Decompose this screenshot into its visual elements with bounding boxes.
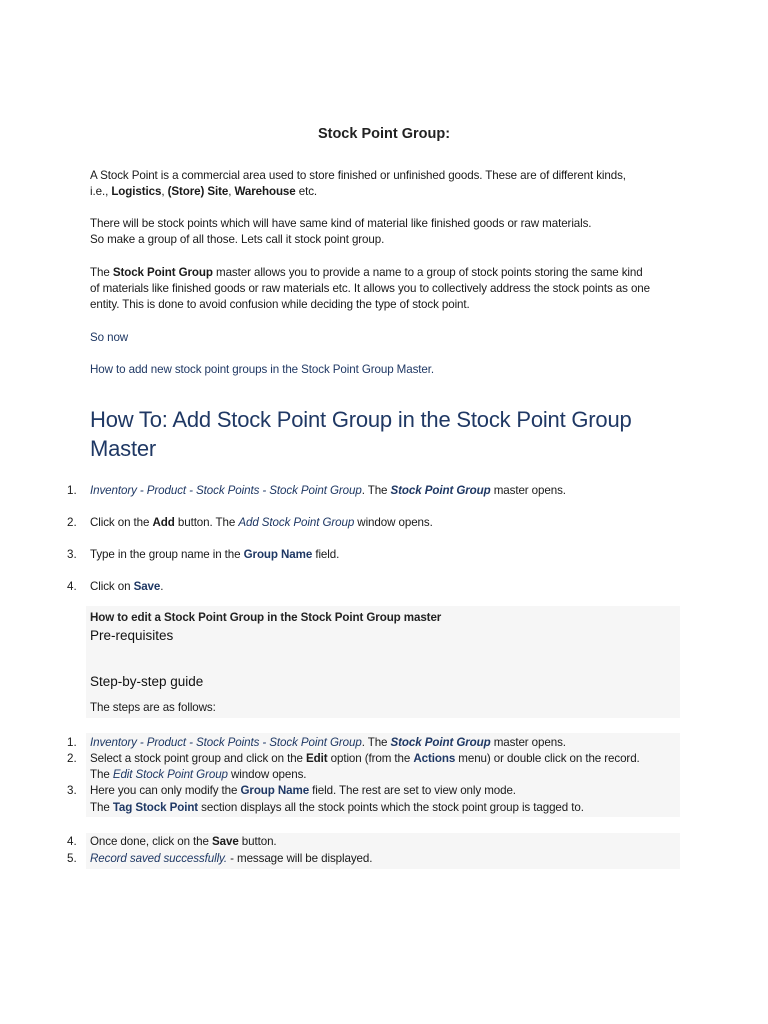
- step-number: 4.: [67, 835, 77, 848]
- term-stock-point-group: Stock Point Group: [390, 736, 491, 749]
- step-by-step-heading: Step-by-step guide: [90, 674, 204, 689]
- text-span: window opens.: [227, 768, 307, 781]
- window-name: Add Stock Point Group: [238, 516, 355, 529]
- text-span: The: [90, 801, 113, 814]
- text-span: The: [90, 266, 113, 279]
- text-span: button.: [238, 835, 277, 848]
- window-name: Edit Stock Point Group: [112, 768, 228, 781]
- text-span: button. The: [174, 516, 239, 529]
- intro-paragraph-line: So make a group of all those. Lets call it stock point group.: [90, 233, 385, 246]
- term-stock-point-group: Stock Point Group: [112, 266, 213, 279]
- text-span: Click on: [90, 580, 134, 593]
- add-step-4: [90, 579, 163, 596]
- step-number: 3.: [67, 784, 77, 797]
- intro-paragraph-line: of materials like finished goods or raw materials etc. It allows you to collectively address the stock points as one: [90, 282, 650, 295]
- term-warehouse: Warehouse: [234, 185, 296, 198]
- step-number: 1.: [67, 736, 77, 749]
- steps-intro: The steps are as follows:: [90, 701, 216, 714]
- term-actions: Actions: [413, 752, 456, 765]
- prerequisites-heading: Pre-requisites: [90, 628, 174, 643]
- success-message: Record saved successfully.: [90, 852, 228, 865]
- term-save: Save: [211, 835, 239, 848]
- term-edit: Edit: [306, 752, 328, 765]
- step-number: 5.: [67, 852, 77, 865]
- term-logistics: Logistics: [111, 185, 162, 198]
- edit-step-4: [90, 834, 277, 851]
- intro-paragraph-line: [90, 184, 317, 201]
- text-span: field. The rest are set to view only mode.: [309, 784, 516, 797]
- text-span: . The: [361, 484, 391, 497]
- text-span: Select a stock point group and click on the: [90, 752, 307, 765]
- term-save: Save: [133, 580, 161, 593]
- term-tag-stock-point: Tag Stock Point: [112, 801, 199, 814]
- menu-path: Inventory - Product - Stock Points - Stock Point Group: [90, 736, 362, 749]
- text-span: master opens.: [490, 484, 566, 497]
- text-span: - message will be displayed.: [227, 852, 373, 865]
- edit-section-title: How to edit a Stock Point Group in the Stock Point Group master: [90, 611, 442, 624]
- text-span: . The: [361, 736, 391, 749]
- text-span: field.: [312, 548, 340, 561]
- intro-paragraph-line: A Stock Point is a commercial area used to store finished or unfinished goods. These are of different kinds,: [90, 169, 626, 182]
- term-add: Add: [152, 516, 175, 529]
- menu-path: Inventory - Product - Stock Points - Stock Point Group: [90, 484, 362, 497]
- add-step-1: [90, 483, 566, 500]
- text-span: master allows you to provide a name to a group of stock points storing the same kind: [212, 266, 643, 279]
- step-number: 3.: [67, 548, 77, 561]
- text-span: ,: [228, 185, 235, 198]
- step-number: 2.: [67, 752, 77, 765]
- edit-step-2-cont: [90, 767, 306, 784]
- text-span: section displays all the stock points which the stock point group is tagged to.: [198, 801, 584, 814]
- edit-step-3: [90, 783, 516, 800]
- text-span: Here you can only modify the: [90, 784, 241, 797]
- howto-heading-line: Master: [90, 436, 157, 461]
- text-span: Type in the group name in the: [90, 548, 244, 561]
- text-span: option (from the: [327, 752, 414, 765]
- step-number: 1.: [67, 484, 77, 497]
- text-span: etc.: [295, 185, 318, 198]
- intro-paragraph-line: entity. This is done to avoid confusion while deciding the type of stock point.: [90, 298, 470, 311]
- add-step-2: [90, 515, 433, 532]
- text-span: .: [160, 580, 164, 593]
- term-store-site: (Store) Site: [167, 185, 229, 198]
- howto-heading: [90, 405, 632, 463]
- text-span: master opens.: [490, 736, 566, 749]
- term-stock-point-group: Stock Point Group: [390, 484, 491, 497]
- text-span: window opens.: [354, 516, 433, 529]
- text-span: ,: [161, 185, 168, 198]
- text-span: The: [90, 768, 113, 781]
- add-step-3: [90, 547, 339, 564]
- step-number: 4.: [67, 580, 77, 593]
- edit-step-1: [90, 735, 566, 752]
- edit-step-5: [90, 851, 372, 868]
- howto-heading-line: How To: Add Stock Point Group in the Stock Point Group: [90, 407, 632, 432]
- text-span: i.e.,: [90, 185, 112, 198]
- edit-step-3-cont: [90, 800, 584, 817]
- page-title: Stock Point Group:: [317, 126, 451, 142]
- term-group-name: Group Name: [240, 784, 310, 797]
- term-group-name: Group Name: [243, 548, 313, 561]
- step-number: 2.: [67, 516, 77, 529]
- text-span: Once done, click on the: [90, 835, 212, 848]
- how-to-add-link[interactable]: How to add new stock point groups in the Stock Point Group Master.: [90, 363, 434, 376]
- intro-paragraph-line: There will be stock points which will have same kind of material like finished goods or raw materials.: [90, 217, 592, 230]
- intro-paragraph-line: [90, 265, 643, 282]
- so-now-text: So now: [90, 331, 129, 344]
- text-span: Click on the: [90, 516, 153, 529]
- edit-step-2: [90, 751, 640, 768]
- text-span: menu) or double click on the record.: [455, 752, 640, 765]
